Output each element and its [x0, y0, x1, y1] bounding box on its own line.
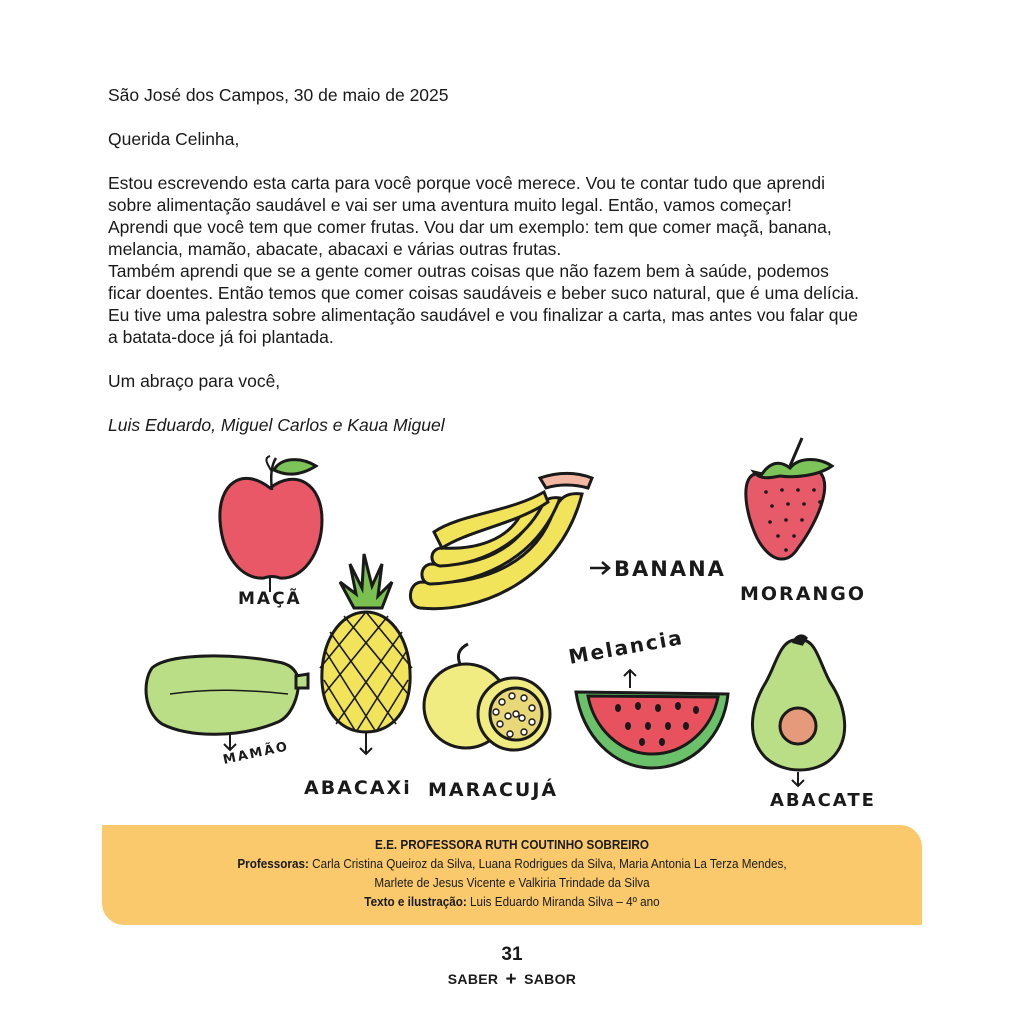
fruit-illustration: [130, 432, 890, 816]
author-label: Texto e ilustração:: [364, 894, 467, 909]
pineapple-drawing: [320, 554, 412, 754]
brand-left: SABER: [447, 971, 499, 987]
credits-box: [102, 825, 922, 925]
label-banana: BANANA: [614, 557, 726, 581]
letter-body-line: Aprendi que você tem que comer frutas. Vou dar um exemplo: tem que comer maçã, banana,: [108, 217, 832, 237]
letter-body-line: ficar doentes. Então temos que comer coisas saudáveis e beber suco natural, que é uma delícia.: [108, 283, 859, 303]
letter-closing: Um abraço para você,: [108, 371, 281, 391]
label-mamao: MAMÃO: [221, 739, 291, 768]
letter-greeting: Querida Celinha,: [108, 129, 240, 149]
teachers-label: Professoras:: [237, 856, 309, 871]
letter-place-date: São José dos Campos, 30 de maio de 2025: [108, 85, 449, 105]
label-melancia: Melancia: [566, 625, 686, 669]
label-abacaxi: ABACAXi: [304, 777, 412, 799]
label-abacate: ABACATE: [770, 790, 876, 811]
letter-body-line: Estou escrevendo esta carta para você porque você merece. Vou te contar tudo que aprendi: [108, 173, 825, 193]
label-maracuja: MARACUJÁ: [428, 779, 559, 801]
author-name: Luis Eduardo Miranda Silva – 4º ano: [466, 894, 660, 909]
avocado-drawing: [752, 636, 844, 786]
teachers-names-2: Marlete de Jesus Vicente e Valkiria Trindade da Silva: [374, 875, 650, 890]
apple-drawing: [220, 456, 322, 592]
passion-fruit-drawing: [424, 644, 550, 750]
letter-body-line: melancia, mamão, abacate, abacaxi e várias outras frutas.: [108, 239, 562, 259]
banana-drawing: [410, 474, 592, 609]
strawberry-drawing: [746, 438, 832, 559]
label-maca: MAÇÃ: [238, 589, 302, 609]
papaya-drawing: [146, 656, 308, 750]
brand-plus: +: [505, 969, 517, 990]
letter: [108, 84, 928, 436]
teachers-names-1: Carla Cristina Queiroz da Silva, Luana Rodrigues da Silva, Maria Antonia La Terza Mendes,: [308, 856, 787, 871]
letter-signature: Luis Eduardo, Miguel Carlos e Kaua Miguel: [108, 415, 445, 435]
teachers-line: [143, 854, 881, 873]
letter-body-line: a batata-doce já foi plantada.: [108, 327, 334, 347]
brand-footer: [0, 968, 1024, 990]
brand-right: SABOR: [524, 971, 577, 987]
school-name: E.E. PROFESSORA RUTH COUTINHO SOBREIRO: [375, 837, 649, 852]
page-number: 31: [501, 944, 523, 965]
author-line: [143, 892, 881, 911]
watermelon-drawing: [576, 670, 728, 768]
letter-body-line: Eu tive uma palestra sobre alimentação saudável e vou finalizar a carta, mas antes vou falar que: [108, 305, 858, 325]
label-morango: MORANGO: [740, 583, 867, 605]
letter-body-line: Também aprendi que se a gente comer outras coisas que não fazem bem à saúde, podemos: [108, 261, 829, 281]
letter-body-line: sobre alimentação saudável e vai ser uma aventura muito legal. Então, vamos começar!: [108, 195, 792, 215]
arrow-banana: [590, 562, 609, 574]
